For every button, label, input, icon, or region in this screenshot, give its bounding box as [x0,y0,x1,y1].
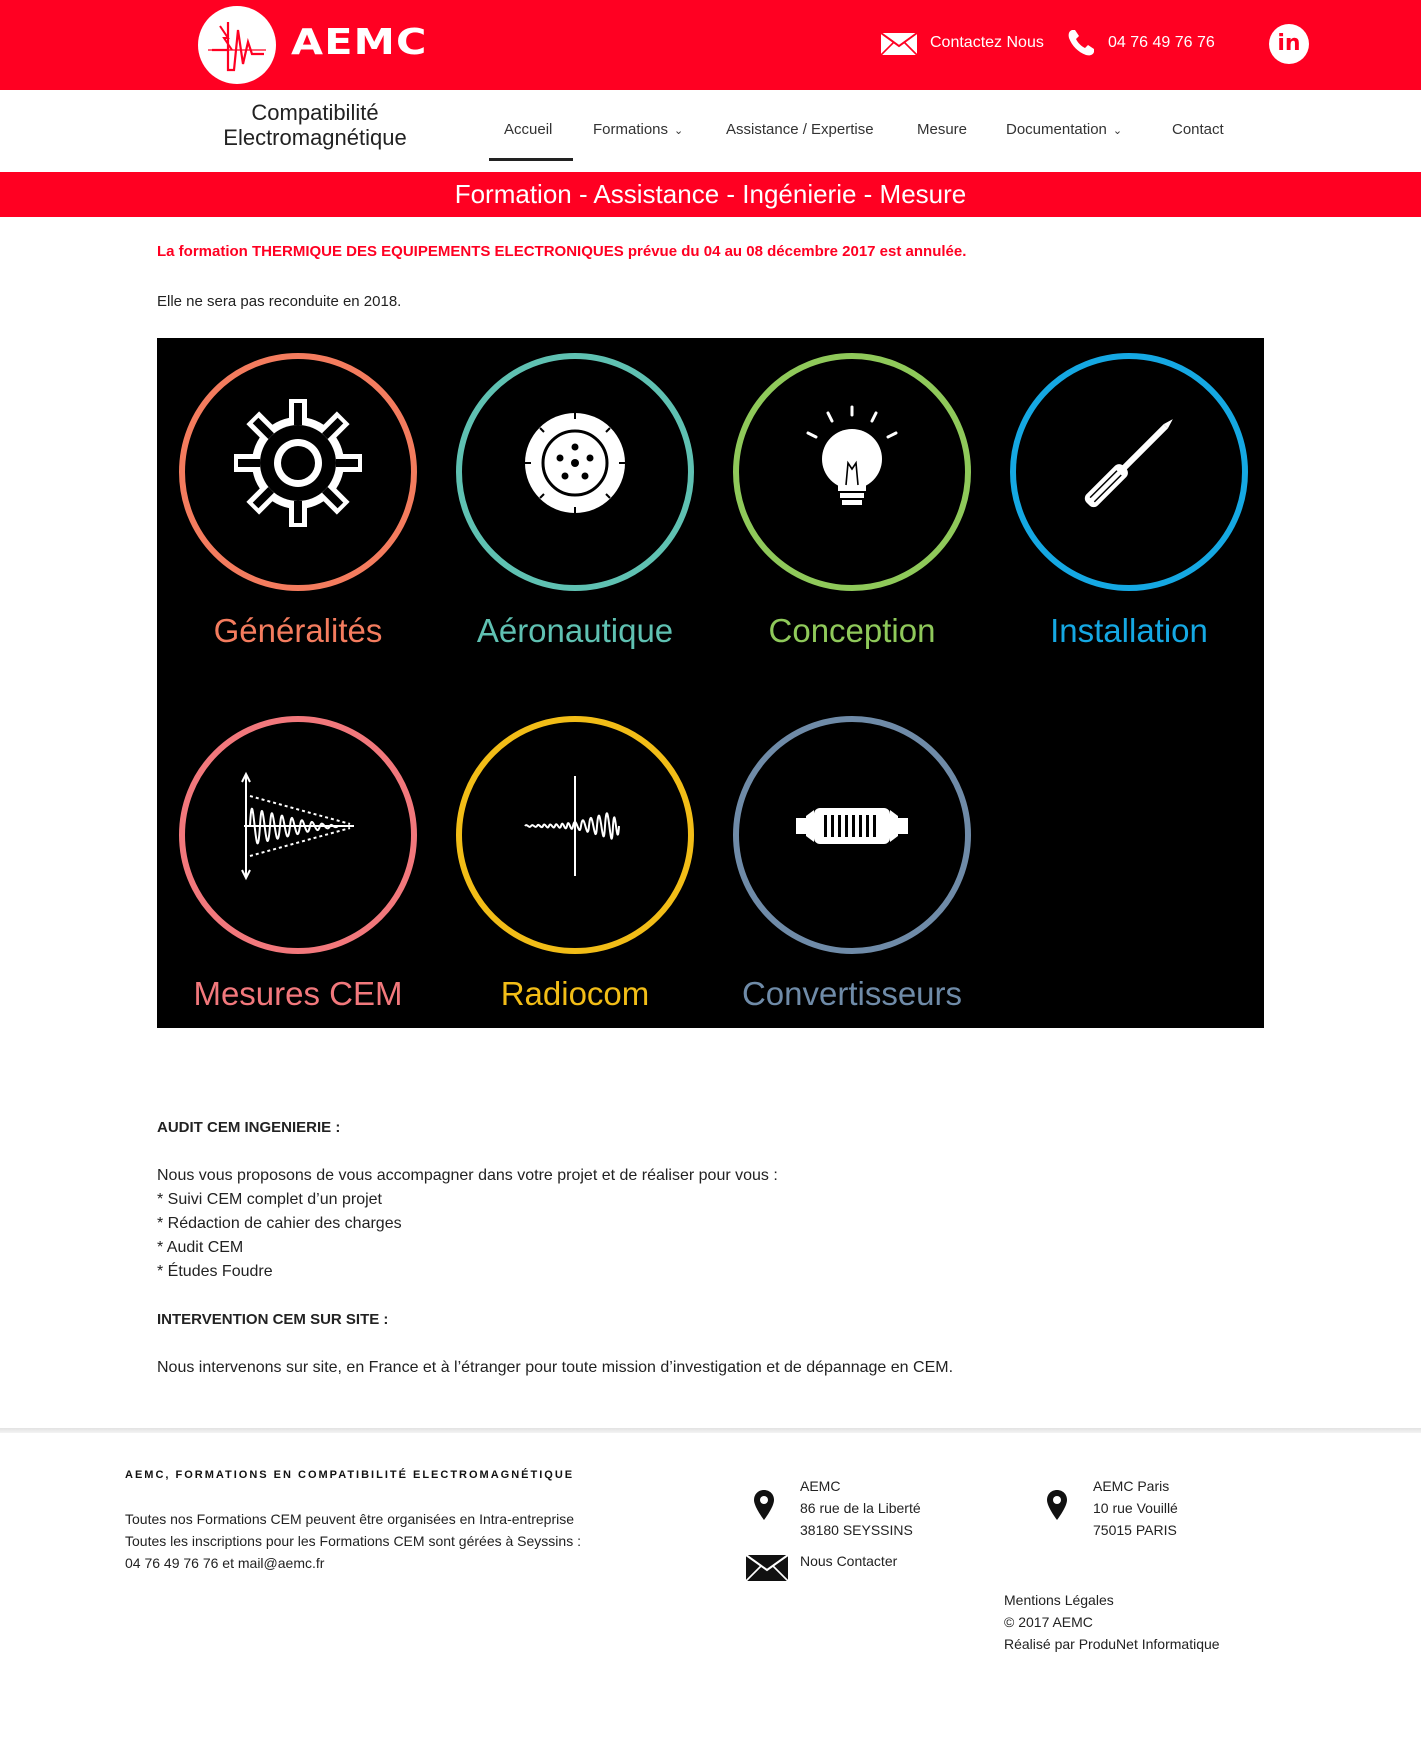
aemc-logo[interactable] [198,6,276,84]
footer-divider [0,1428,1421,1433]
nav-item-label: Assistance / Expertise [726,121,874,138]
tagline-text: Formation - Assistance - Ingénierie - Mesure [454,179,967,209]
lightbulb-icon [739,359,965,585]
nav-item-contact[interactable] [1172,121,1224,138]
category-convertisseurs[interactable] [723,701,993,1031]
radio-signal-icon [462,722,688,948]
contact-link-label: Contactez Nous [930,34,1044,51]
category-ring [179,716,417,954]
phone-icon[interactable] [1066,28,1096,58]
wheel-icon [462,359,688,585]
address-line: AEMC Paris [1093,1478,1170,1494]
mail-icon[interactable] [880,32,918,56]
category-installation[interactable] [1000,338,1270,668]
phone-number: 04 76 49 76 76 [1108,34,1215,51]
category-conception[interactable] [723,338,993,668]
footer-info [125,1508,581,1574]
nav-item-label: Documentation [1006,121,1107,138]
nav-item-label: Accueil [504,121,553,138]
nav-item-formations[interactable] [593,121,683,138]
category-label: Radiocom [500,975,650,1012]
category-label: Généralités [213,612,383,649]
location-pin-icon [1046,1489,1068,1521]
waveform-icon [185,722,411,948]
nav-item-accueil[interactable] [504,121,552,138]
address-line: AEMC [800,1478,841,1494]
category-ring [456,353,694,591]
brand-name: AEMC [291,22,428,63]
cancellation-alert: La formation THERMIQUE DES EQUIPEMENTS ELECTRONIQUES prévue du 04 au 08 décembre 2017 est annulée. [157,243,967,260]
cancellation-note: Elle ne sera pas reconduite en 2018. [157,293,402,310]
address-line: 38180 SEYSSINS [800,1522,913,1538]
intervention-text: Nous intervenons sur site, en France et à l’étranger pour toute mission d’investigation et de dépannage en CEM. [157,1359,954,1376]
subtitle-line-2: Electromagnétique [223,125,407,150]
category-label: Conception [768,612,936,649]
address-line: 75015 PARIS [1093,1522,1177,1538]
phone-number-link[interactable] [1108,34,1215,52]
linkedin-icon[interactable]: in [1269,24,1309,64]
category-ring [1010,353,1248,591]
category-label: Installation [1050,612,1208,649]
list-item: * Rédaction de cahier des charges [157,1215,402,1232]
nav-item-label: Formations [593,121,669,138]
category-label: Mesures CEM [193,975,403,1012]
logo-waveform-icon [198,6,276,84]
footer-title: AEMC, FORMATIONS EN COMPATIBILITÉ ELECTROMAGNÉTIQUE [125,1469,575,1481]
location-pin-icon [753,1489,775,1521]
category-label: Aéronautique [476,612,674,649]
footer-contact-link[interactable]: Nous Contacter [800,1553,898,1569]
address-seyssins [800,1475,921,1541]
list-item: * Audit CEM [157,1239,244,1256]
category-ring [179,353,417,591]
top-header-bar [0,0,1421,90]
tagline-banner [0,172,1421,217]
audit-list [157,1164,778,1284]
address-paris [1093,1475,1178,1541]
category-label: Convertisseurs [741,975,963,1012]
chevron-down-icon: ⌄ [1112,125,1123,137]
nav-item-label: Mesure [917,121,968,138]
category-ring [456,716,694,954]
category-ring [733,353,971,591]
nav-item-label: Contact [1172,121,1224,138]
footer-info-line: Toutes les inscriptions pour les Formations CEM sont gérées à Seyssins : [125,1533,581,1549]
chevron-down-icon: ⌄ [674,125,684,137]
screwdriver-icon [1016,359,1242,585]
contact-link[interactable] [930,34,1044,52]
credits-link[interactable]: Réalisé par ProduNet Informatique [1004,1636,1220,1652]
audit-heading: AUDIT CEM INGENIERIE : [157,1119,341,1136]
footer-info-line: Toutes nos Formations CEM peuvent être organisées en Intra-entreprise [125,1511,575,1527]
mail-icon[interactable] [745,1554,789,1582]
category-ring [733,716,971,954]
site-subtitle [180,100,450,150]
category-mesures-cem[interactable] [169,701,439,1031]
gear-icon [185,359,411,585]
footer-info-line: 04 76 49 76 76 et mail@aemc.fr [125,1555,325,1571]
nav-active-indicator [489,158,573,161]
subtitle-line-1: Compatibilité [251,100,379,125]
address-line: 86 rue de la Liberté [800,1500,921,1516]
category-generalites[interactable] [169,338,439,668]
nav-item-mesure[interactable] [917,121,967,138]
audit-intro: Nous vous proposons de vous accompagner dans votre projet et de réaliser pour vous : [157,1167,778,1184]
list-item: * Suivi CEM complet d’un projet [157,1191,382,1208]
copyright: © 2017 AEMC [1004,1614,1093,1630]
nav-item-documentation[interactable] [1006,121,1122,138]
legal-notice-link[interactable]: Mentions Légales [1004,1592,1114,1608]
list-item: * Études Foudre [157,1263,273,1280]
training-categories-banner [157,338,1264,1028]
footer-legal [1004,1589,1220,1655]
category-radiocom[interactable] [446,701,716,1031]
converter-icon [739,722,965,948]
nav-item-assistance[interactable] [726,121,874,138]
category-aeronautique[interactable] [446,338,716,668]
address-line: 10 rue Vouillé [1093,1500,1178,1516]
intervention-heading: INTERVENTION CEM SUR SITE : [157,1311,389,1328]
